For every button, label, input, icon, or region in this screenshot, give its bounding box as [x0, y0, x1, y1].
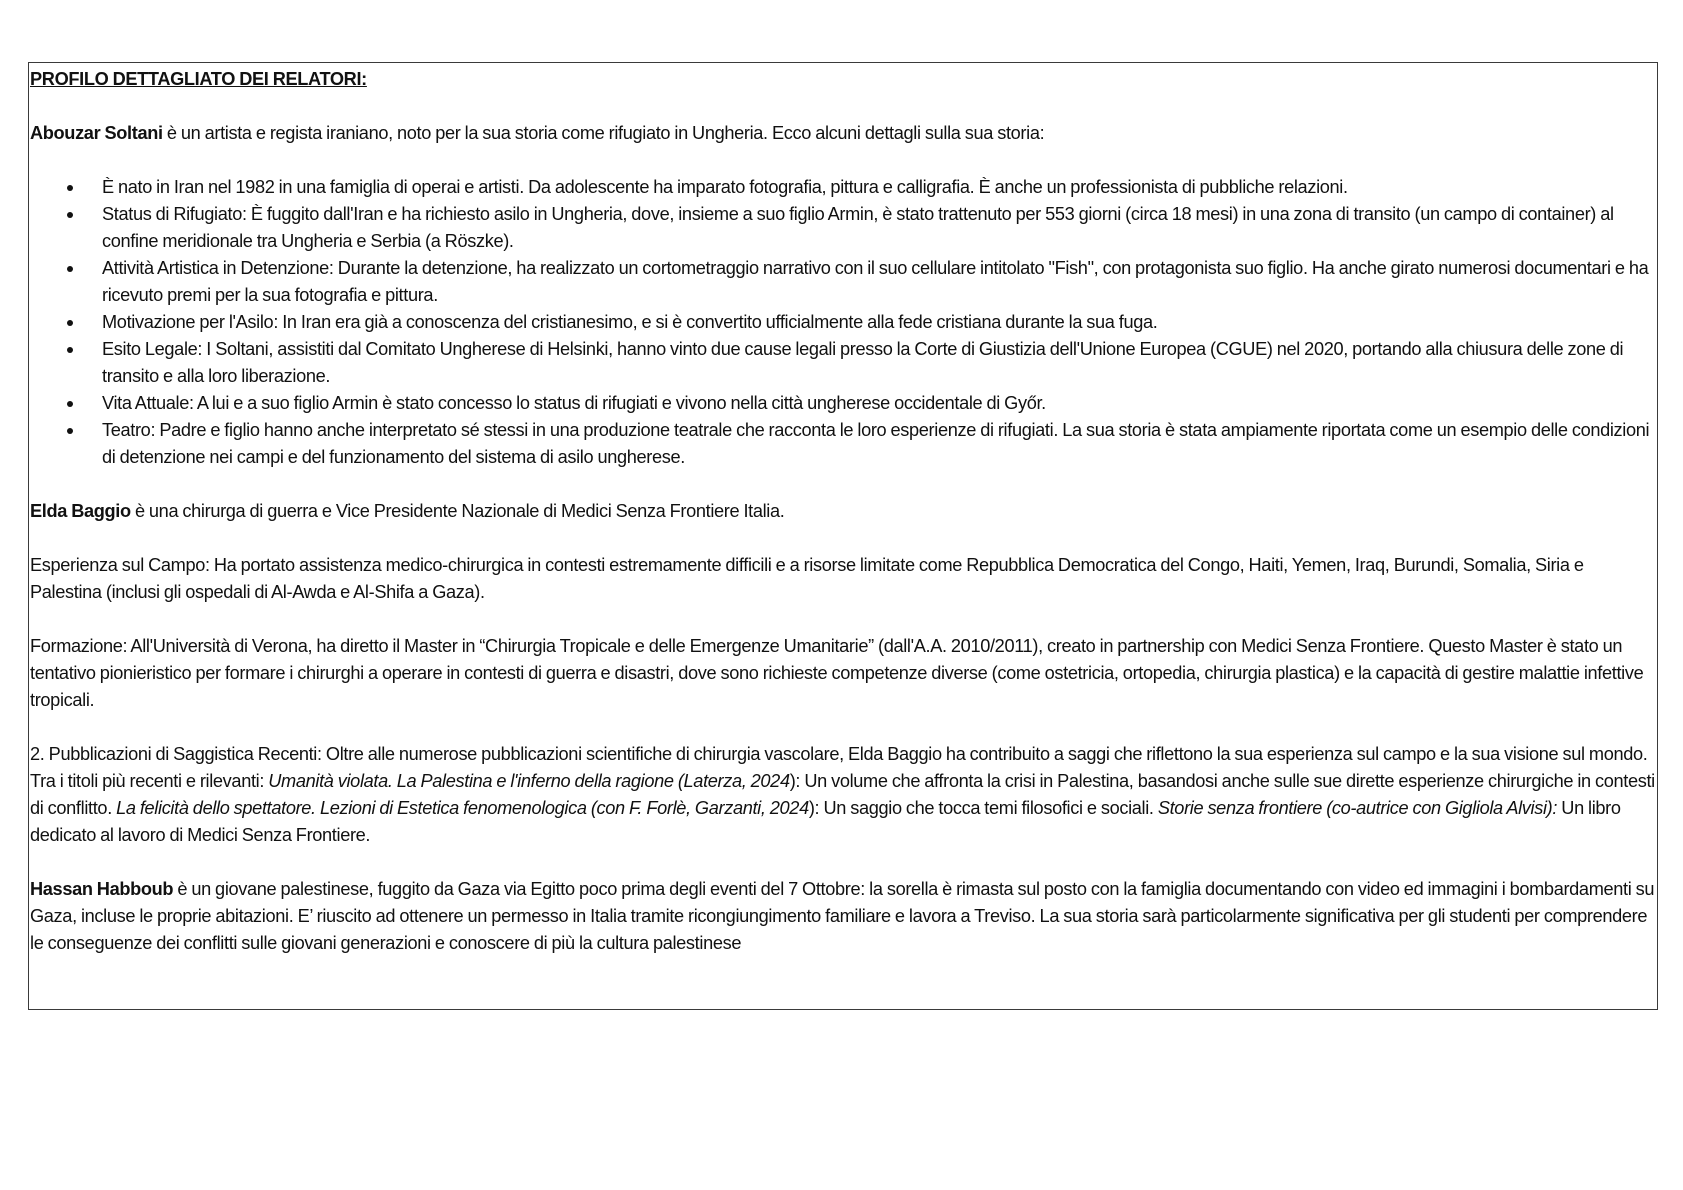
- baggio-experience: Esperienza sul Campo: Ha portato assistenza medico-chirurgica in contesti estremamente difficili e a risorse limitate come Repubblica Democratica del Congo, Haiti, Yemen, Iraq, Burundi, Somalia, Siria e Palestina (inclusi gli ospedali di Al-Awda e Al-Shifa a Gaza).: [30, 555, 1584, 602]
- list-item: [102, 390, 1655, 417]
- list-item: [102, 336, 1655, 390]
- page-title: PROFILO DETTAGLIATO DEI RELATORI:: [30, 69, 367, 89]
- speaker-intro-habboub: [30, 876, 1655, 957]
- list-item-text: Attività Artistica in Detenzione: Durante la detenzione, ha realizzato un cortometraggio narrativo con il suo cellulare intitolato "Fish", con protagonista suo figlio. Ha anche girato numerosi documentari e ha ricevuto premi per la sua fotografia e pittura.: [102, 258, 1649, 305]
- speaker-name: Abouzar Soltani: [30, 123, 163, 143]
- list-item: [102, 174, 1655, 201]
- list-item: [102, 255, 1655, 309]
- book-title: Storie senza frontiere (co-autrice con Gigliola Alvisi):: [1157, 798, 1558, 818]
- baggio-education: Formazione: All'Università di Verona, ha diretto il Master in “Chirurgia Tropicale e delle Emergenze Umanitarie” (dall'A.A. 2010/2011), creato in partnership con Medici Senza Frontiere. Questo Master è stato un tentativo pionieristico per formare i chirurghi a operare in contesti di guerra e disastri, dove sono richieste competenze diverse (come ostetricia, ortopedia, chirurgia plastica) e la capacità di gestire malattie infettive tropicali.: [30, 636, 1644, 710]
- speaker-name: Elda Baggio: [30, 501, 131, 521]
- speaker-intro-soltani: [30, 120, 1655, 147]
- list-item: [102, 201, 1655, 255]
- document-frame: [28, 62, 1658, 1010]
- baggio-publications: [30, 741, 1655, 849]
- list-item-text: Esito Legale: I Soltani, assistiti dal Comitato Ungherese di Helsinki, hanno vinto due cause legali presso la Corte di Giustizia dell'Unione Europea (CGUE) nel 2020, portando alla chiusura delle zone di transito e alla loro liberazione.: [102, 339, 1624, 386]
- speaker-intro-text: è una chirurga di guerra e Vice Presidente Nazionale di Medici Senza Frontiere Italia.: [130, 501, 785, 521]
- soltani-details-list: [30, 174, 1655, 471]
- document-body: [30, 66, 1655, 957]
- speaker-intro-baggio: [30, 498, 1655, 525]
- list-item-text: È nato in Iran nel 1982 in una famiglia di operai e artisti. Da adolescente ha imparato fotografia, pittura e calligrafia. È anche un professionista di pubbliche relazioni.: [102, 177, 1348, 197]
- list-item-text: Teatro: Padre e figlio hanno anche interpretato sé stessi in una produzione teatrale che racconta le loro esperienze di rifugiati. La sua storia è stata ampiamente riportata come un esempio delle condizioni di detenzione nei campi e del funzionamento del sistema di asilo ungherese.: [102, 420, 1650, 467]
- book-title: Umanità violata. La Palestina e l'inferno della ragione (Laterza, 2024: [268, 771, 790, 791]
- book-description: ): Un volume che affronta la crisi in Palestina, basandosi anche sulle sue dirette esperienze chirurgiche in contesti di conflitto.: [30, 771, 1655, 818]
- list-item: [102, 309, 1655, 336]
- list-item-text: Vita Attuale: A lui e a suo figlio Armin è stato concesso lo status di rifugiati e vivono nella città ungherese occidentale di Győr.: [102, 393, 1046, 413]
- list-item: [102, 417, 1655, 471]
- publications-lead: 2. Pubblicazioni di Saggistica Recenti: Oltre alle numerose pubblicazioni scientifiche di chirurgia vascolare, Elda Baggio ha contribuito a saggi che riflettono la sua esperienza sul campo e la sua visione sul mondo. Tra i titoli più recenti e rilevanti:: [30, 744, 1648, 791]
- speaker-intro-text: è un giovane palestinese, fuggito da Gaza via Egitto poco prima degli eventi del 7 Ottobre: la sorella è rimasta sul posto con la famiglia documentando con video ed immagini i bombardamenti su Gaza, incluse le proprie abitazioni. E’ riuscito ad ottenere un permesso in Italia tramite ricongiungimento familiare e lavora a Treviso. La sua storia sarà particolarmente significativa per gli studenti per comprendere le conseguenze dei conflitti sulle giovani generazioni e conoscere di più la cultura palestinese: [30, 879, 1655, 953]
- list-item-text: Motivazione per l'Asilo: In Iran era già a conoscenza del cristianesimo, e si è convertito ufficialmente alla fede cristiana durante la sua fuga.: [102, 312, 1158, 332]
- speaker-intro-text: è un artista e regista iraniano, noto per la sua storia come rifugiato in Ungheria. Ecco alcuni dettagli sulla sua storia:: [162, 123, 1045, 143]
- list-item-text: Status di Rifugiato: È fuggito dall'Iran e ha richiesto asilo in Ungheria, dove, insieme a suo figlio Armin, è stato trattenuto per 553 giorni (circa 18 mesi) in una zona di transito (un campo di container) al confine meridionale tra Ungheria e Serbia (a Röszke).: [102, 204, 1614, 251]
- book-title: La felicità dello spettatore. Lezioni di Estetica fenomenologica (con F. Forlè, Garzanti, 2024: [116, 798, 809, 818]
- book-description: Un libro dedicato al lavoro di Medici Senza Frontiere.: [30, 798, 1621, 845]
- speaker-name: Hassan Habboub: [30, 879, 174, 899]
- book-description: ): Un saggio che tocca temi filosofici e sociali.: [808, 798, 1158, 818]
